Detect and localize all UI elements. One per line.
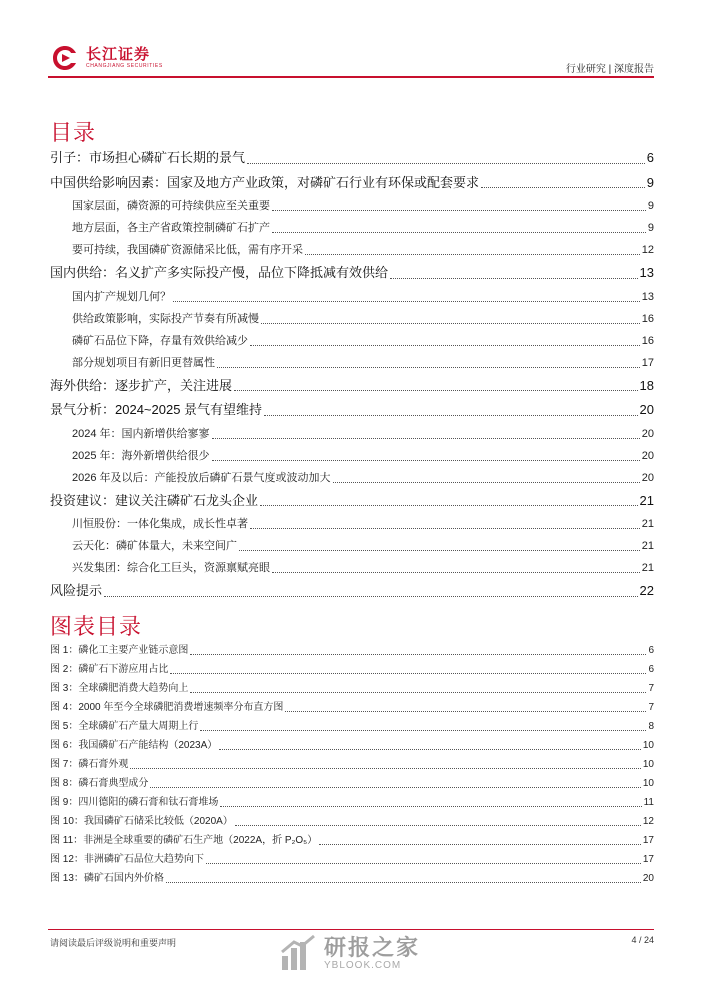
toc-section-entry[interactable] — [50, 374, 654, 399]
entry-page-number: 7 — [648, 683, 654, 694]
entry-page-number: 12 — [641, 244, 654, 256]
report-category: 行业研究 | 深度报告 — [565, 64, 654, 75]
entry-page-number: 21 — [639, 492, 654, 508]
footer-disclaimer: 请阅读最后评级说明和重要声明 — [50, 938, 177, 948]
entry-page-number: 21 — [641, 562, 654, 574]
entry-label: 要可持续，我国磷矿资源储采比低，需有序开采 — [72, 244, 303, 256]
toc-subsection-entry[interactable] — [50, 535, 654, 557]
entry-label: 川恒股份：一体化集成，成长性卓著 — [72, 518, 248, 530]
entry-label: 风险提示 — [50, 583, 103, 598]
logo-chinese-name: 长江证券 — [86, 45, 151, 63]
entry-page-number: 20 — [639, 402, 654, 417]
entry-page-number: 8 — [648, 721, 654, 732]
entry-label: 2026 年及以后：产能投放后磷矿石景气度或波动加大 — [72, 471, 331, 484]
entry-page-number: 21 — [641, 540, 654, 552]
entry-label: 图 2：磷矿石下游应用占比 — [50, 664, 169, 675]
entry-page-number: 20 — [641, 471, 654, 484]
figure-entry[interactable] — [50, 698, 654, 717]
dot-leader — [235, 825, 641, 826]
entry-label: 图 10：我国磷矿石储采比较低（2020A） — [50, 816, 233, 827]
entry-page-number: 13 — [641, 290, 654, 303]
figure-index-title: 图表目录 — [50, 614, 143, 639]
dot-leader — [220, 806, 641, 807]
footer-divider — [48, 929, 654, 930]
entry-page-number: 10 — [642, 740, 654, 751]
dot-leader — [305, 254, 640, 255]
entry-label: 投资建议：建议关注磷矿石龙头企业 — [50, 492, 259, 508]
entry-label: 地方层面，各主产省政策控制磷矿石扩产 — [72, 222, 270, 234]
dot-leader — [173, 301, 640, 302]
entry-label: 海外供给：逐步扩产，关注进展 — [50, 377, 233, 393]
dot-leader — [333, 482, 640, 483]
dot-leader — [264, 415, 637, 416]
entry-label: 2024 年：国内新增供给寥寥 — [72, 427, 210, 440]
entry-label: 图 7：磷石膏外观 — [50, 759, 129, 770]
dot-leader — [219, 749, 641, 750]
entry-page-number: 16 — [641, 334, 654, 347]
dot-leader — [481, 187, 645, 188]
entry-page-number: 17 — [642, 854, 654, 865]
entry-label: 国内扩产规划几何？ — [72, 290, 171, 303]
entry-page-number: 9 — [647, 200, 654, 212]
figure-entry[interactable] — [50, 869, 654, 888]
entry-page-number: 9 — [646, 174, 654, 190]
toc-title: 目录 — [50, 120, 97, 145]
entry-page-number: 21 — [641, 518, 654, 530]
page-number: 4 / 24 — [631, 935, 654, 945]
figure-entry[interactable] — [50, 774, 654, 793]
dot-leader — [260, 505, 638, 506]
changjiang-logo-icon — [50, 44, 80, 72]
figure-entry[interactable] — [50, 717, 654, 736]
watermark-bars-icon — [278, 934, 318, 974]
dot-leader — [234, 390, 638, 391]
figure-entry[interactable] — [50, 812, 654, 831]
figure-index-list — [50, 641, 654, 888]
toc-subsection-entry[interactable] — [50, 239, 654, 261]
header-divider — [48, 76, 654, 78]
figure-entry[interactable] — [50, 660, 654, 679]
entry-label: 国内供给：名义扩产多实际投产慢，品位下降抵减有效供给 — [50, 265, 389, 280]
entry-page-number: 17 — [641, 356, 654, 369]
toc-subsection-entry[interactable] — [50, 352, 654, 374]
entry-label: 图 5：全球磷矿石产量大周期上行 — [50, 721, 199, 732]
logo-english-name: CHANGJIANG SECURITIES — [86, 62, 163, 69]
dot-leader — [166, 882, 641, 883]
toc-subsection-entry[interactable] — [50, 308, 654, 330]
figure-entry[interactable] — [50, 850, 654, 869]
entry-label: 图 9：四川德阳的磷石膏和钛石膏堆场 — [50, 797, 219, 808]
dot-leader — [130, 768, 641, 769]
entry-page-number: 20 — [641, 427, 654, 440]
dot-leader — [217, 367, 640, 368]
entry-label: 图 11：非洲是全球重要的磷矿石生产地（2022A，折 P₂O₅） — [50, 835, 318, 846]
entry-label: 图 13：磷矿石国内外价格 — [50, 873, 164, 884]
toc-list — [50, 146, 654, 604]
dot-leader — [104, 596, 638, 597]
dot-leader — [272, 232, 646, 233]
entry-page-number: 18 — [639, 377, 654, 393]
dot-leader — [212, 460, 640, 461]
toc-section-entry[interactable] — [50, 146, 654, 171]
figure-entry[interactable] — [50, 755, 654, 774]
toc-subsection-entry[interactable] — [50, 195, 654, 217]
entry-label: 图 1：磷化工主要产业链示意图 — [50, 645, 189, 656]
watermark-chinese: 研报之家 — [324, 935, 421, 960]
dot-leader — [285, 711, 646, 712]
dot-leader — [206, 863, 641, 864]
toc-section-entry[interactable] — [50, 579, 654, 604]
entry-page-number: 20 — [641, 449, 654, 462]
entry-page-number: 10 — [642, 778, 654, 789]
dot-leader — [250, 528, 640, 529]
entry-page-number: 12 — [642, 816, 654, 827]
entry-label: 图 12：非洲磷矿石品位大趋势向下 — [50, 854, 204, 865]
entry-page-number: 10 — [642, 759, 654, 770]
entry-label: 磷矿石品位下降，存量有效供给减少 — [72, 334, 248, 347]
entry-label: 景气分析：2024~2025 景气有望维持 — [50, 402, 263, 417]
toc-subsection-entry[interactable] — [50, 423, 654, 445]
dot-leader — [390, 278, 638, 279]
dot-leader — [190, 654, 646, 655]
toc-subsection-entry[interactable] — [50, 557, 654, 579]
entry-label: 图 3：全球磷肥消费大趋势向上 — [50, 683, 189, 694]
toc-section-entry[interactable] — [50, 398, 654, 423]
entry-label: 2025 年：海外新增供给很少 — [72, 449, 210, 462]
dot-leader — [272, 210, 646, 211]
toc-subsection-entry[interactable] — [50, 467, 654, 489]
toc-section-entry[interactable] — [50, 489, 654, 514]
dot-leader — [212, 438, 640, 439]
figure-entry[interactable] — [50, 793, 654, 812]
entry-label: 国家层面，磷资源的可持续供应至关重要 — [72, 200, 270, 212]
dot-leader — [200, 730, 646, 731]
entry-label: 供给政策影响，实际投产节奏有所减慢 — [72, 312, 259, 325]
entry-label: 中国供给影响因素：国家及地方产业政策，对磷矿石行业有环保或配套要求 — [50, 174, 480, 190]
dot-leader — [170, 673, 646, 674]
figure-entry[interactable] — [50, 641, 654, 660]
toc-subsection-entry[interactable] — [50, 513, 654, 535]
entry-page-number: 6 — [646, 150, 654, 165]
entry-page-number: 6 — [648, 645, 654, 656]
entry-page-number: 9 — [647, 222, 654, 234]
toc-section-entry[interactable] — [50, 171, 654, 196]
entry-label: 兴发集团：综合化工巨头，资源禀赋亮眼 — [72, 562, 270, 574]
dot-leader — [190, 692, 646, 693]
entry-page-number: 22 — [639, 583, 654, 598]
toc-subsection-entry[interactable] — [50, 217, 654, 239]
dot-leader — [150, 787, 641, 788]
entry-page-number: 7 — [648, 702, 654, 713]
watermark — [278, 934, 420, 974]
toc-subsection-entry[interactable] — [50, 286, 654, 308]
dot-leader — [272, 572, 640, 573]
entry-label: 图 4：2000 年至今全球磷肥消费增速频率分布直方图 — [50, 702, 284, 713]
dot-leader — [247, 163, 645, 164]
entry-label: 部分规划项目有新旧更替属性 — [72, 356, 215, 369]
entry-page-number: 6 — [648, 664, 654, 675]
entry-page-number: 11 — [643, 797, 654, 808]
figure-entry[interactable] — [50, 831, 654, 850]
entry-label: 图 8：磷石膏典型成分 — [50, 778, 149, 789]
page-header — [0, 0, 702, 80]
dot-leader — [239, 550, 640, 551]
figure-entry[interactable] — [50, 679, 654, 698]
company-logo — [50, 44, 163, 72]
toc-subsection-entry[interactable] — [50, 330, 654, 352]
entry-label: 云天化：磷矿体量大，未来空间广 — [72, 540, 237, 552]
entry-label: 图 6：我国磷矿石产能结构（2023A） — [50, 740, 218, 751]
dot-leader — [261, 323, 640, 324]
entry-page-number: 17 — [642, 835, 654, 846]
figure-entry[interactable] — [50, 736, 654, 755]
toc-section-entry[interactable] — [50, 261, 654, 286]
toc-subsection-entry[interactable] — [50, 445, 654, 467]
entry-page-number: 20 — [642, 873, 654, 884]
entry-page-number: 13 — [639, 265, 654, 280]
entry-page-number: 16 — [641, 312, 654, 325]
dot-leader — [319, 844, 641, 845]
watermark-english: YBLOOK.COM — [324, 960, 402, 971]
dot-leader — [250, 345, 640, 346]
entry-label: 引子：市场担心磷矿石长期的景气 — [50, 150, 246, 165]
